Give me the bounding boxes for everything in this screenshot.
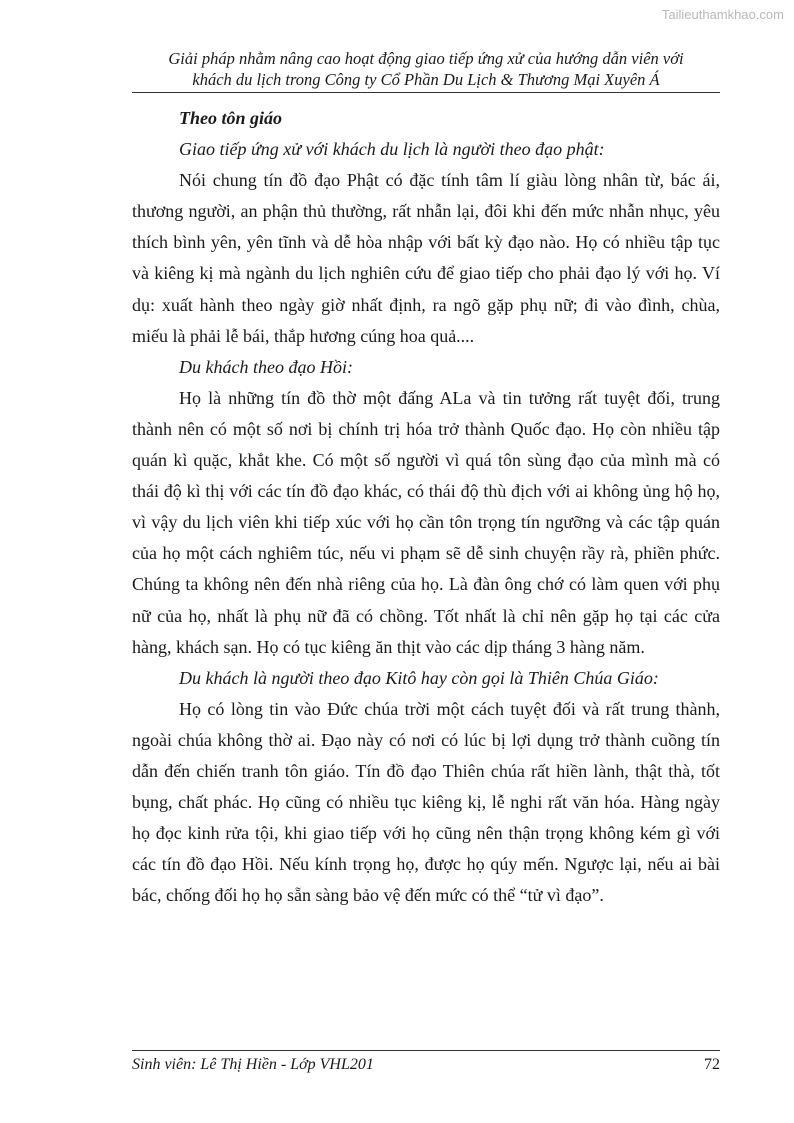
page-header [132,48,720,90]
page-content [132,103,720,911]
subheading-islam: Du khách theo đạo Hồi: [179,356,353,377]
header-line-2: khách du lịch trong Công ty Cổ Phần Du Lịch & Thương Mại Xuyên Á [192,70,660,89]
watermark: Tailieuthamkhao.com [661,7,784,22]
paragraph-islam: Họ là những tín đồ thờ một đấng ALa và tin tưởng rất tuyệt đối, trung thành nên có một số nơi bị chính trị hóa trở thành Quốc đạo. Họ còn nhiều tập quán kì quặc, khắt khe. Có một số người vì quá tôn sùng đạo của mình mà có thái độ kì thị với các tín đồ đạo khác, có thái độ thù địch với ai không ủng hộ họ, vì vậy du lịch viên khi tiếp xúc với họ cần tôn trọng tín ngưỡng và các tập quán của họ một cách nghiêm túc, nếu vi phạm sẽ dễ sinh chuyện rầy rà, phiền phức. Chúng ta không nên đến nhà riêng của họ. Là đàn ông chớ có làm quen với phụ nữ của họ, nhất là phụ nữ đã có chồng. Tốt nhất là chỉ nên gặp họ tại các cửa hàng, khách sạn. Họ có tục kiêng ăn thịt vào các dịp tháng 3 hàng năm. [132,387,720,657]
paragraph-christianity: Họ có lòng tin vào Đức chúa trời một cách tuyệt đối và rất trung thành, ngoài chúa không thờ ai. Đạo này có nơi có lúc bị lợi dụng trở thành cuồng tín dẫn đến chiến tranh tôn giáo. Tín đồ đạo Thiên chúa rất hiền lành, thật thà, tốt bụng, chất phác. Họ cũng có nhiều tục kiêng kị, lễ nghi rất văn hóa. Hàng ngày họ đọc kinh rửa tội, khi giao tiếp với họ cũng nên thận trọng không kém gì với các tín đồ đạo Hồi. Nếu kính trọng họ, được họ qúy mến. Ngược lại, nếu ai bài bác, chống đối họ họ sẵn sàng bảo vệ đến mức có thể “tử vì đạo”. [132,698,720,906]
footer-divider [132,1050,720,1051]
header-divider [132,92,720,93]
paragraph-buddhism: Nói chung tín đồ đạo Phật có đặc tính tâm lí giàu lòng nhân từ, bác ái, thương người, an phận thủ thường, rất nhẫn lại, đôi khi đến mức nhẫn nhục, yêu thích bình yên, yên tĩnh và dễ hòa nhập với bất kỳ đạo nào. Họ có nhiều tập tục và kiêng kị mà ngành du lịch nghiên cứu để giao tiếp cho phải đạo lý với họ. Ví dụ: xuất hành theo ngày giờ nhất định, ra ngõ gặp phụ nữ; đi vào đình, chùa, miếu là phải lễ bái, thắp hương cúng hoa quả.... [132,170,720,346]
page-number: 72 [704,1056,720,1073]
subheading-christianity: Du khách là người theo đạo Kitô hay còn gọi là Thiên Chúa Giáo: [179,667,659,688]
section-heading: Theo tôn giáo [179,108,283,128]
header-line-1: Giải pháp nhằm nâng cao hoạt động giao tiếp ứng xử của hướng dẫn viên với [168,49,684,68]
subheading-buddhism: Giao tiếp ứng xử với khách du lịch là người theo đạo phật: [179,139,605,160]
footer-author: Sinh viên: Lê Thị Hiền - Lớp VHL201 [132,1056,374,1073]
